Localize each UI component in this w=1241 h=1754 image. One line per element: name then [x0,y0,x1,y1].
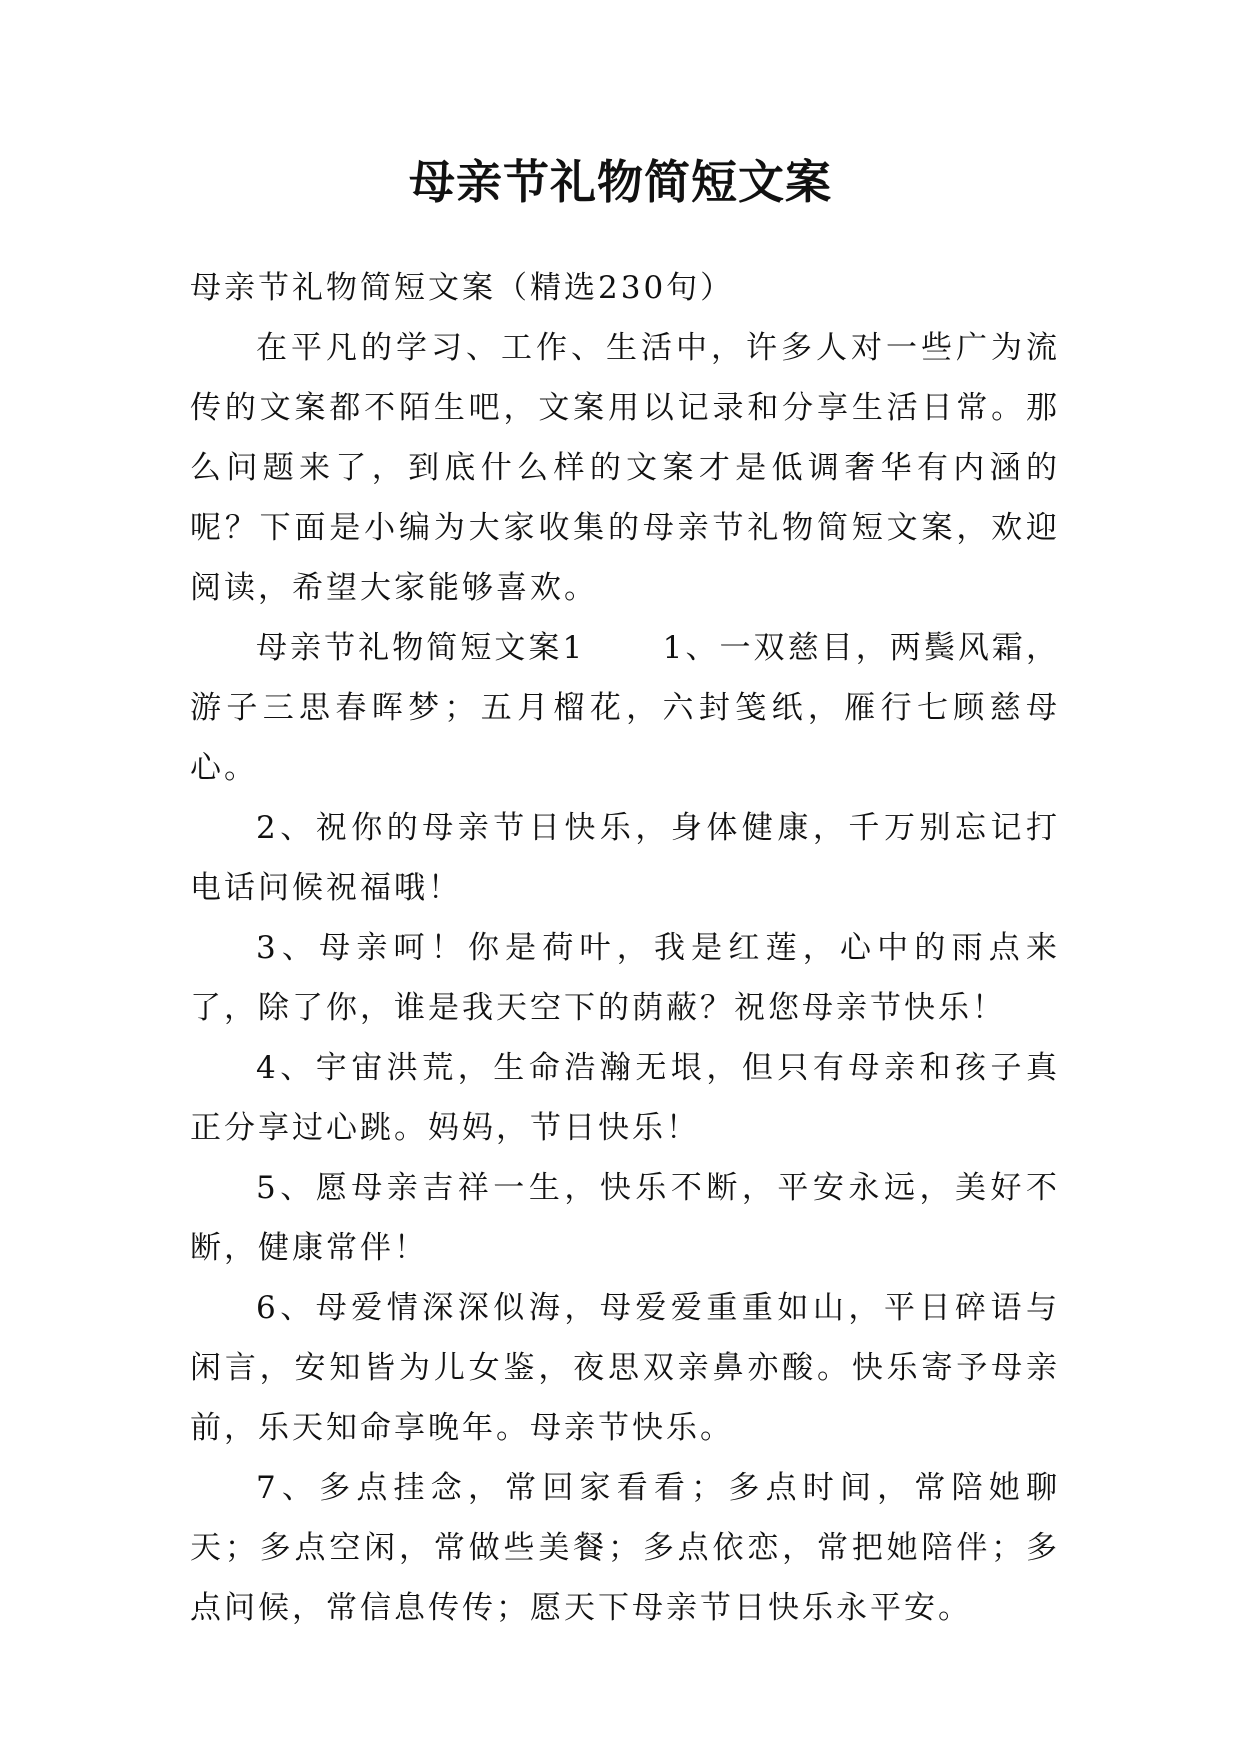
subtitle: 母亲节礼物简短文案（精选230句） [190,270,735,306]
document-title: 母亲节礼物简短文案 [409,155,832,209]
item-paragraph: 5、愿母亲吉祥一生，快乐不断，平安永远，美好不断，健康常伴！ [190,1170,1060,1266]
item-paragraph: 7、多点挂念，常回家看看；多点时间，常陪她聊天；多点空闲，常做些美餐；多点依恋，常把她陪伴；多点问候，常信息传传；愿天下母亲节日快乐永平安。 [190,1470,1060,1626]
item-paragraph: 2、祝你的母亲节日快乐，身体健康，千万别忘记打电话问候祝福哦！ [190,810,1060,906]
item-text: 1、一双慈目，两鬓风霜，游子三思春晖梦；五月榴花，六封笺纸，雁行七顾慈母心。 [190,630,1060,786]
item-paragraph: 4、宇宙洪荒，生命浩瀚无垠，但只有母亲和孩子真正分享过心跳。妈妈，节日快乐！ [190,1050,1060,1146]
section-paragraph-1 [190,618,1060,798]
item-paragraph: 6、母爱情深深似海，母爱爱重重如山，平日碎语与闲言，安知皆为儿女鉴，夜思双亲鼻亦酸。快乐寄予母亲前，乐天知命享晚年。母亲节快乐。 [190,1290,1060,1446]
document-body [190,258,1060,1638]
item-paragraph: 3、母亲呵！你是荷叶，我是红莲，心中的雨点来了，除了你，谁是我天空下的荫蔽？祝您母亲节快乐！ [190,930,1060,1026]
section-heading: 母亲节礼物简短文案1 [256,630,586,666]
intro-paragraph: 在平凡的学习、工作、生活中，许多人对一些广为流传的文案都不陌生吧，文案用以记录和分享生活日常。那么问题来了，到底什么样的文案才是低调奢华有内涵的呢？下面是小编为大家收集的母亲节礼物简短文案，欢迎阅读，希望大家能够喜欢。 [190,330,1060,606]
